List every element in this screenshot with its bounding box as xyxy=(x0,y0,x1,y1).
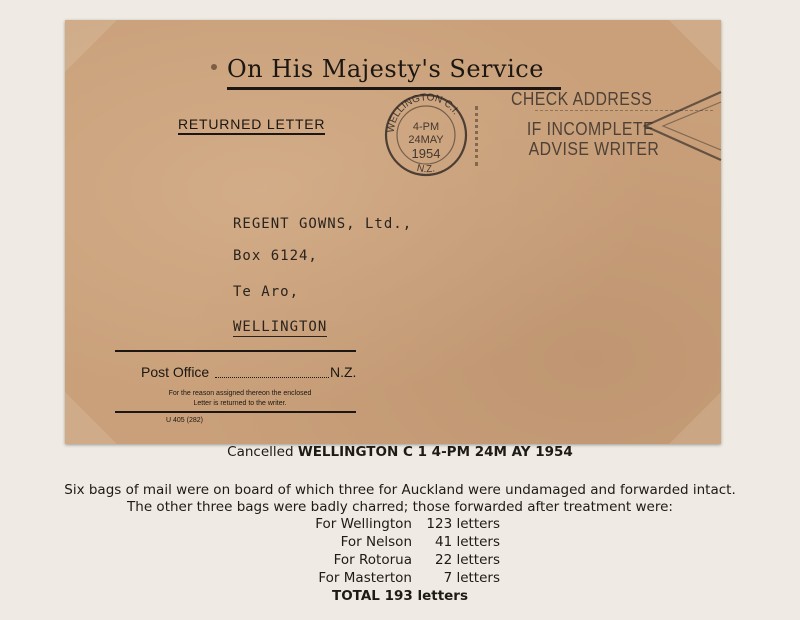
post-office-rule-top xyxy=(115,350,356,352)
postmark-time: 4-PM xyxy=(412,121,440,133)
corner-mount xyxy=(65,20,117,72)
tally-city: For Nelson xyxy=(340,534,412,550)
cancellation-caption xyxy=(0,444,800,460)
corner-mount xyxy=(669,20,721,72)
tally-row xyxy=(0,516,800,534)
description-line-1: Six bags of mail were on board of which three for Auckland were undamaged and forwarded intact. xyxy=(64,482,736,498)
post-office-label: Post Office xyxy=(141,364,210,380)
slogan-line-2: IF INCOMPLETE xyxy=(526,119,655,139)
postmark-arc-bottom: N.Z. xyxy=(415,162,436,176)
caption-prefix: Cancelled xyxy=(227,444,298,460)
address-line-1: REGENT GOWNS, Ltd., xyxy=(233,216,413,232)
tally-row xyxy=(0,570,800,588)
tally-count: 22 letters xyxy=(434,552,500,568)
slogan-line-3: ADVISE WRITER xyxy=(528,139,660,159)
caption-postmark: WELLINGTON C 1 4-PM 24M AY 1954 xyxy=(297,444,573,460)
tally-count: 41 letters xyxy=(434,534,500,550)
post-office-note-line-2: Letter is returned to the writer. xyxy=(193,400,287,407)
post-office-note xyxy=(145,389,335,409)
tally-city: For Rotorua xyxy=(333,552,412,568)
ohms-heading: On His Majesty's Service xyxy=(227,55,544,83)
postmark-year: 1954 xyxy=(411,146,441,161)
cancel-dashes xyxy=(475,106,498,166)
tally-row xyxy=(0,552,800,570)
tally-city: For Masterton xyxy=(318,570,412,586)
tally-count: 123 letters xyxy=(426,516,500,532)
address-line-2: Box 6124, xyxy=(233,248,318,264)
address-line-4: WELLINGTON xyxy=(233,319,328,335)
form-code: U 405 (282) xyxy=(166,417,203,424)
postmark-arc-top: WELLINGTON C.I. xyxy=(385,92,462,134)
envelope-image xyxy=(65,20,721,444)
returned-letter-label: RETURNED LETTER xyxy=(178,116,325,135)
description-line-2: The other three bags were badly charred; those forwarded after treatment were: xyxy=(127,499,673,515)
postmark-day: 24MAY xyxy=(408,134,444,146)
post-office-note-line-1: For the reason assigned thereon the enclosed xyxy=(168,390,312,397)
tally-row xyxy=(0,534,800,552)
address-line-3: Te Aro, xyxy=(233,284,300,300)
post-office-country: N.Z. xyxy=(330,364,357,380)
tally-city: For Wellington xyxy=(315,516,412,532)
ink-spot xyxy=(211,64,217,70)
corner-mount xyxy=(669,392,721,444)
tally-count: 7 letters xyxy=(443,570,500,586)
slogan-line-1: CHECK ADDRESS xyxy=(511,89,653,109)
arrow-pointer-icon xyxy=(643,86,723,166)
post-office-dotted-line xyxy=(215,377,329,378)
post-office-rule-bottom xyxy=(115,411,356,413)
postmark-circle xyxy=(381,90,471,180)
tally-total: TOTAL 193 letters xyxy=(331,588,468,604)
corner-mount xyxy=(65,392,117,444)
